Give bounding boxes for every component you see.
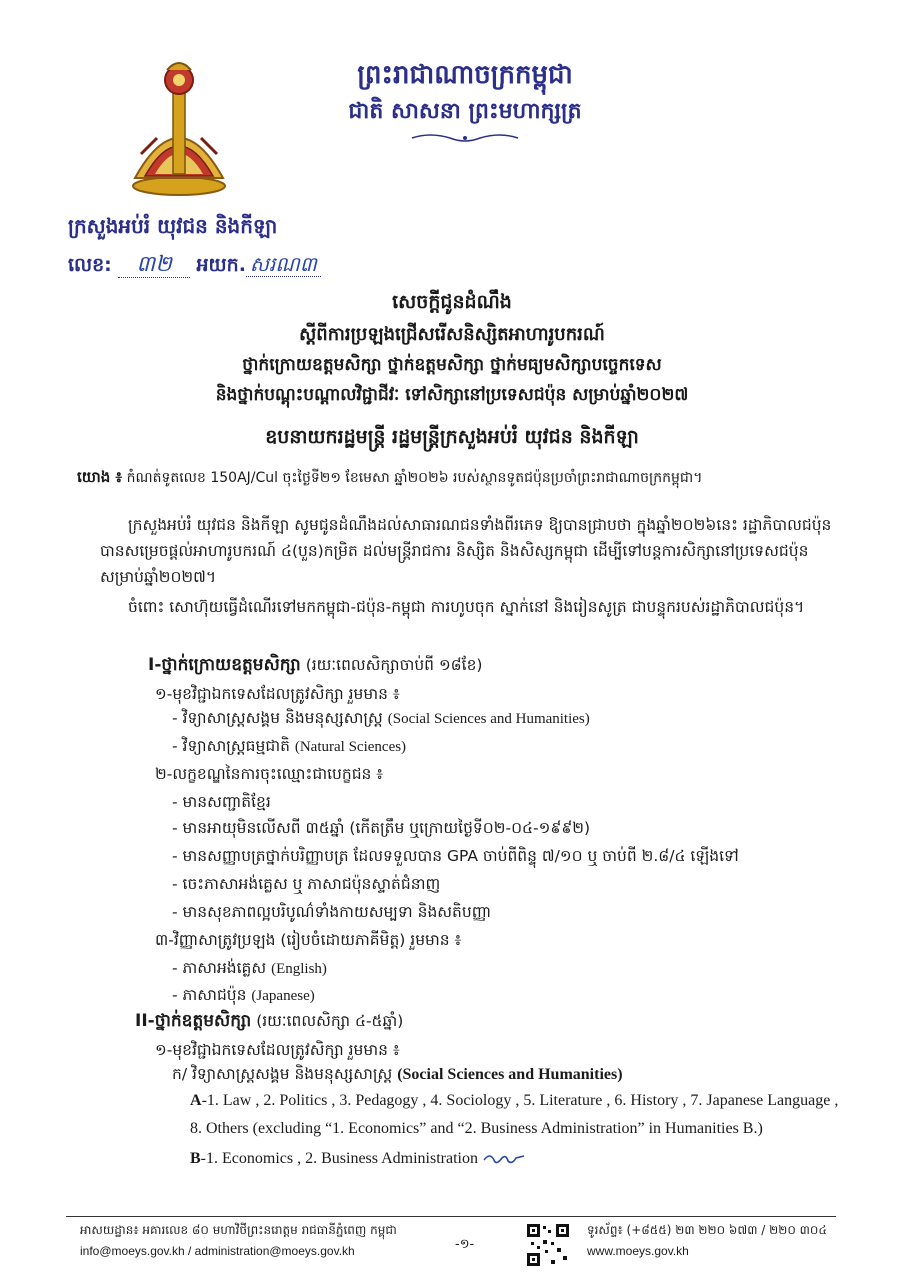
condition-item: - មានសុខភាពល្អបរិបូណ៌ទាំងកាយសម្បទា និងសតិបញ្ញា <box>172 903 492 921</box>
doc-number-label: លេខ: <box>68 254 112 276</box>
section-2-title: II-ថ្នាក់ឧត្តមសិក្សា <box>135 1011 252 1031</box>
reference-text: កំណត់ទូតលេខ 150AJ/Cul ចុះថ្ងៃទី២១ ខែមេសា ឆ្នាំ២០២៦ របស់ស្ថានទូតជប៉ុនប្រចាំព្រះរាជាណាចក្រកម្ពុជា។ <box>126 470 703 486</box>
ministry-name: ក្រសួងអប់រំ យុវជន និងកីឡា <box>68 214 278 238</box>
subject-km: - វិទ្យាសាស្ត្រសង្គម និងមនុស្សសាស្ត្រ <box>172 709 383 727</box>
humanities-a-text: -1. Law , 2. Politics , 3. Pedagogy , 4. Sociology , 5. Literature , 6. History , 7. Japanese Language , <box>201 1092 839 1109</box>
notice-levels: ថ្នាក់ក្រោយឧត្តមសិក្សា ថ្នាក់ឧត្តមសិក្សា ថ្នាក់មធ្យមសិក្សាបច្ចេកទេស <box>242 355 662 375</box>
cost-paragraph: ចំពោះ សោហ៊ុយធ្វើដំណើរទៅមកកម្ពុជា-ជប៉ុន-កម្ពុជា ការហូបចុក ស្នាក់នៅ និងរៀនសូត្រ ជាបន្ទុករបស់រដ្ឋាភិបាលជប៉ុន។ <box>128 598 805 616</box>
humanities-b-label: B <box>190 1150 201 1167</box>
section-1-title: I-ថ្នាក់ក្រោយឧត្តមសិក្សា <box>148 655 301 675</box>
humanities-b-list <box>190 1150 526 1168</box>
doc-number-value: ៣២ <box>118 252 189 278</box>
footer-phone: ទូរស័ព្ទ៖ (+៨៥៥) ២៣ ២២០ ៦៧៣ / ២២០ ៣០៤ <box>587 1223 827 1237</box>
initials-signature <box>482 1150 526 1168</box>
footer-website[interactable]: www.moeys.gov.kh <box>587 1244 689 1258</box>
humanities-a-label: A <box>190 1092 202 1109</box>
section-1-duration: (រយៈពេលសិក្សាចាប់ពី ១៨ខែ) <box>305 656 483 674</box>
section-1-subjects-heading: ១-មុខវិជ្ជាឯកទេសដែលត្រូវសិក្សា រួមមាន ៖ <box>155 685 400 703</box>
kingdom-heading: ព្រះរាជាណាចក្រកម្ពុជា <box>357 60 573 90</box>
exam-km: - ភាសាអង់គ្លេស <box>172 959 267 977</box>
section-1-subject-item <box>172 736 406 759</box>
notice-subtitle: ស្តីពីការប្រឡងជ្រើសរើសនិស្សិតអាហារូបករណ៍ <box>299 324 605 345</box>
humanities-b-text: -1. Economics , 2. Business Administration <box>200 1150 478 1167</box>
exam-item <box>172 958 327 981</box>
intro-paragraph: ក្រសួងអប់រំ យុវជន និងកីឡា សូមជូនដំណឹងដល់សាធារណជនទាំងពីរភេទ ឱ្យបានជ្រាបថា ក្នុងឆ្នាំ២០២៦នេះ រដ្ឋាភិបាលជប៉ុន បានសម្រេចផ្តល់អាហារូបករណ៍ ៤(បួន)កម្រិត ដល់មន្ត្រីរាជការ និស្សិត និងសិស្សកម្ពុជា ដើម្បីទៅបន្តការសិក្សានៅប្រទេសជប៉ុន សម្រាប់ឆ្នាំ២០២៧។ <box>100 516 832 586</box>
ministry-emblem-logo <box>127 58 232 198</box>
issuer-title: ឧបនាយករដ្ឋមន្ត្រី រដ្ឋមន្ត្រីក្រសួងអប់រំ យុវជន និងកីឡា <box>265 426 639 448</box>
reference-label: យោង ៖ <box>77 468 123 486</box>
subject-group-en: (Social Sciences and Humanities) <box>397 1066 623 1083</box>
exam-en: (Japanese) <box>251 988 315 1004</box>
subject-group-km: ក/ វិទ្យាសាស្ត្រសង្គម និងមនុស្សសាស្ត្រ <box>172 1065 393 1083</box>
section-2-subject-group <box>172 1064 623 1087</box>
national-motto: ជាតិ សាសនា ព្រះមហាក្សត្រ <box>348 98 582 124</box>
notice-levels-2: និងថ្នាក់បណ្តុះបណ្តាលវិជ្ជាជីវៈ ទៅសិក្សានៅប្រទេសជប៉ុន សម្រាប់ឆ្នាំ២០២៧ <box>215 385 689 405</box>
condition-item: - មានសញ្ជាតិខ្មែរ <box>172 793 271 811</box>
footer-email[interactable]: info@moeys.gov.kh / administration@moeys.gov.kh <box>80 1244 355 1258</box>
doc-number-code: សរណ៣ <box>246 252 321 277</box>
section-2-subjects-heading: ១-មុខវិជ្ជាឯកទេសដែលត្រូវសិក្សា រួមមាន ៖ <box>155 1041 400 1059</box>
section-2-duration: (រយៈពេលសិក្សា ៤-៥ឆ្នាំ) <box>256 1012 404 1030</box>
humanities-a-list <box>190 1092 838 1110</box>
doc-number-suffix: អយក. <box>196 254 246 276</box>
exam-km: - ភាសាជប៉ុន <box>172 986 247 1004</box>
footer-divider <box>66 1216 836 1217</box>
condition-item: - មានសញ្ញាបត្រថ្នាក់បរិញ្ញាបត្រ ដែលទទួលបាន GPA ចាប់ពីពិន្ទុ ៧/១០ ឬ ចាប់ពី ២.៨/៤ ឡើងទៅ <box>172 847 739 865</box>
footer-address: អាសយដ្ឋាន៖ អគារលេខ ៨០ មហាវិថីព្រះនរោត្តម រាជធានីភ្នំពេញ កម្ពុជា <box>80 1223 397 1237</box>
page-number: -១- <box>455 1237 475 1252</box>
notice-title: សេចក្តីជូនដំណឹង <box>392 291 512 313</box>
ornament-divider <box>410 132 520 144</box>
qr-code-icon <box>525 1222 571 1268</box>
reference-line <box>77 468 867 490</box>
subject-en: (Social Sciences and Humanities) <box>387 711 590 727</box>
document-number <box>68 250 321 282</box>
exam-item <box>172 985 315 1008</box>
condition-item: - ចេះភាសាអង់គ្លេស ឬ ភាសាជប៉ុនស្ទាត់ជំនាញ <box>172 875 441 893</box>
exam-en: (English) <box>271 961 327 977</box>
section-1-exam-heading: ៣-វិញ្ញាសាត្រូវប្រឡង (រៀបចំដោយភាគីមិត្ត) រួមមាន ៖ <box>155 931 462 949</box>
subject-en: (Natural Sciences) <box>294 739 407 755</box>
section-1-conditions-heading: ២-លក្ខខណ្ឌនៃការចុះឈ្មោះជាបេក្ខជន ៖ <box>155 765 384 783</box>
humanities-a-list-cont: 8. Others (excluding “1. Economics” and “2. Business Administration” in Humanities B.) <box>190 1120 763 1137</box>
section-1-heading <box>148 654 482 679</box>
section-1-subject-item <box>172 708 590 731</box>
subject-km: - វិទ្យាសាស្ត្រធម្មជាតិ <box>172 737 290 755</box>
section-2-heading <box>135 1010 403 1035</box>
condition-item: - មានអាយុមិនលើសពី ៣៥ឆ្នាំ (កើតត្រឹម ឬក្រោយថ្ងៃទី០២-០៤-១៩៩២) <box>172 819 591 837</box>
